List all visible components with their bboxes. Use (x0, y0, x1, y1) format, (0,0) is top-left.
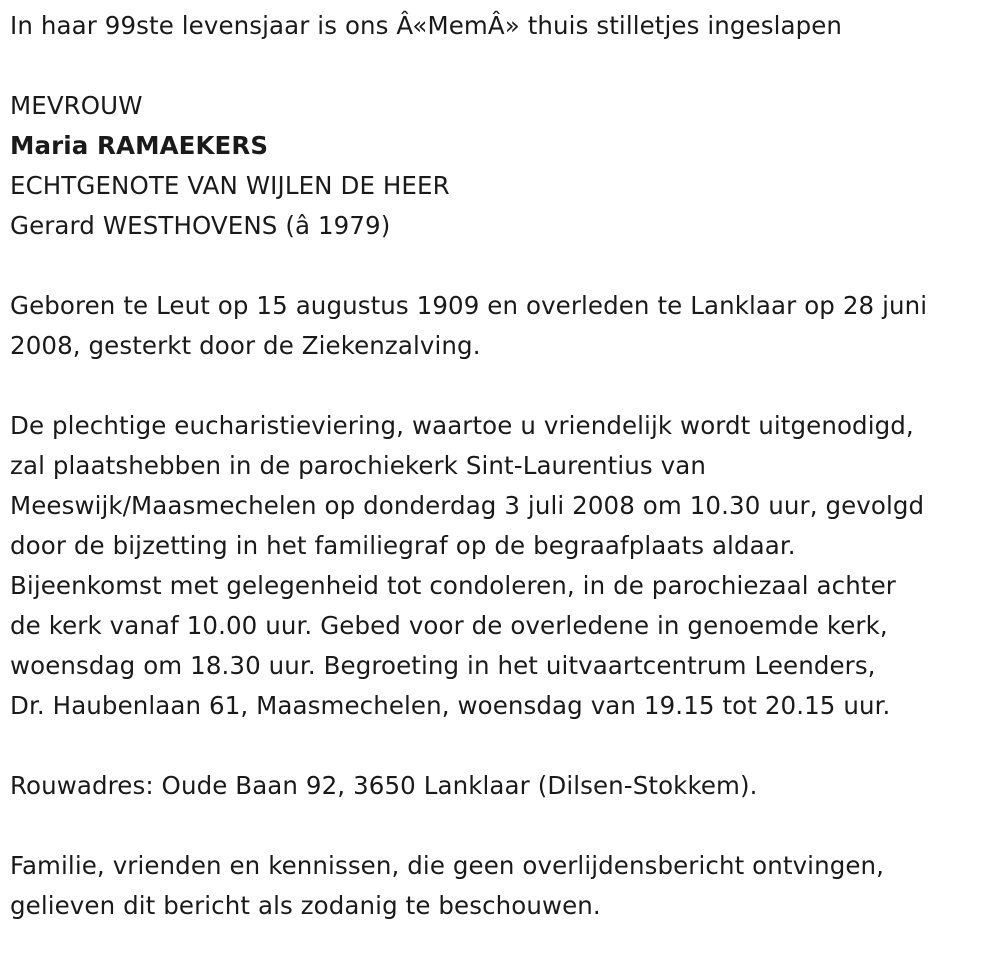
paragraph-line: door de bijzetting in het familiegraf op de begraafplaats aldaar. (10, 531, 796, 560)
paragraph-line: Bijeenkomst met gelegenheid tot condoleren, in de parochiezaal achter (10, 571, 896, 600)
paragraph-line: Familie, vrienden en kennissen, die geen overlijdensbericht ontvingen, (10, 851, 885, 880)
closing-paragraph (10, 846, 990, 926)
ceremony-paragraph (10, 406, 990, 726)
paragraph-line: Dr. Haubenlaan 61, Maasmechelen, woensdag van 19.15 tot 20.15 uur. (10, 691, 891, 720)
spouse-name: Gerard WESTHOVENS (â 1979) (10, 211, 391, 240)
birth-death-paragraph (10, 286, 990, 366)
spacer (10, 46, 990, 86)
spouse-label: ECHTGENOTE VAN WIJLEN DE HEER (10, 171, 450, 200)
paragraph-line: zal plaatshebben in de parochiekerk Sint-Laurentius van (10, 451, 706, 480)
intro-line: In haar 99ste levensjaar is ons Â«MemÂ» thuis stilletjes ingeslapen (10, 11, 843, 40)
paragraph-line: woensdag om 18.30 uur. Begroeting in het uitvaartcentrum Leenders, (10, 651, 876, 680)
spacer (10, 726, 990, 766)
paragraph-line: de kerk vanaf 10.00 uur. Gebed voor de overledene in genoemde kerk, (10, 611, 888, 640)
paragraph-line: De plechtige eucharistieviering, waartoe u vriendelijk wordt uitgenodigd, (10, 411, 914, 440)
spacer (10, 806, 990, 846)
paragraph-line: gelieven dit bericht als zodanig te beschouwen. (10, 891, 601, 920)
spacer (10, 366, 990, 406)
paragraph-line: Geboren te Leut op 15 augustus 1909 en overleden te Lanklaar op 28 juni (10, 291, 928, 320)
mourning-address: Rouwadres: Oude Baan 92, 3650 Lanklaar (Dilsen-Stokkem). (10, 771, 758, 800)
paragraph-line: 2008, gesterkt door de Ziekenzalving. (10, 331, 481, 360)
title-line: MEVROUW (10, 91, 143, 120)
paragraph-line: Meeswijk/Maasmechelen op donderdag 3 juli 2008 om 10.30 uur, gevolgd (10, 491, 925, 520)
spacer (10, 246, 990, 286)
deceased-name: Maria RAMAEKERS (10, 131, 269, 160)
